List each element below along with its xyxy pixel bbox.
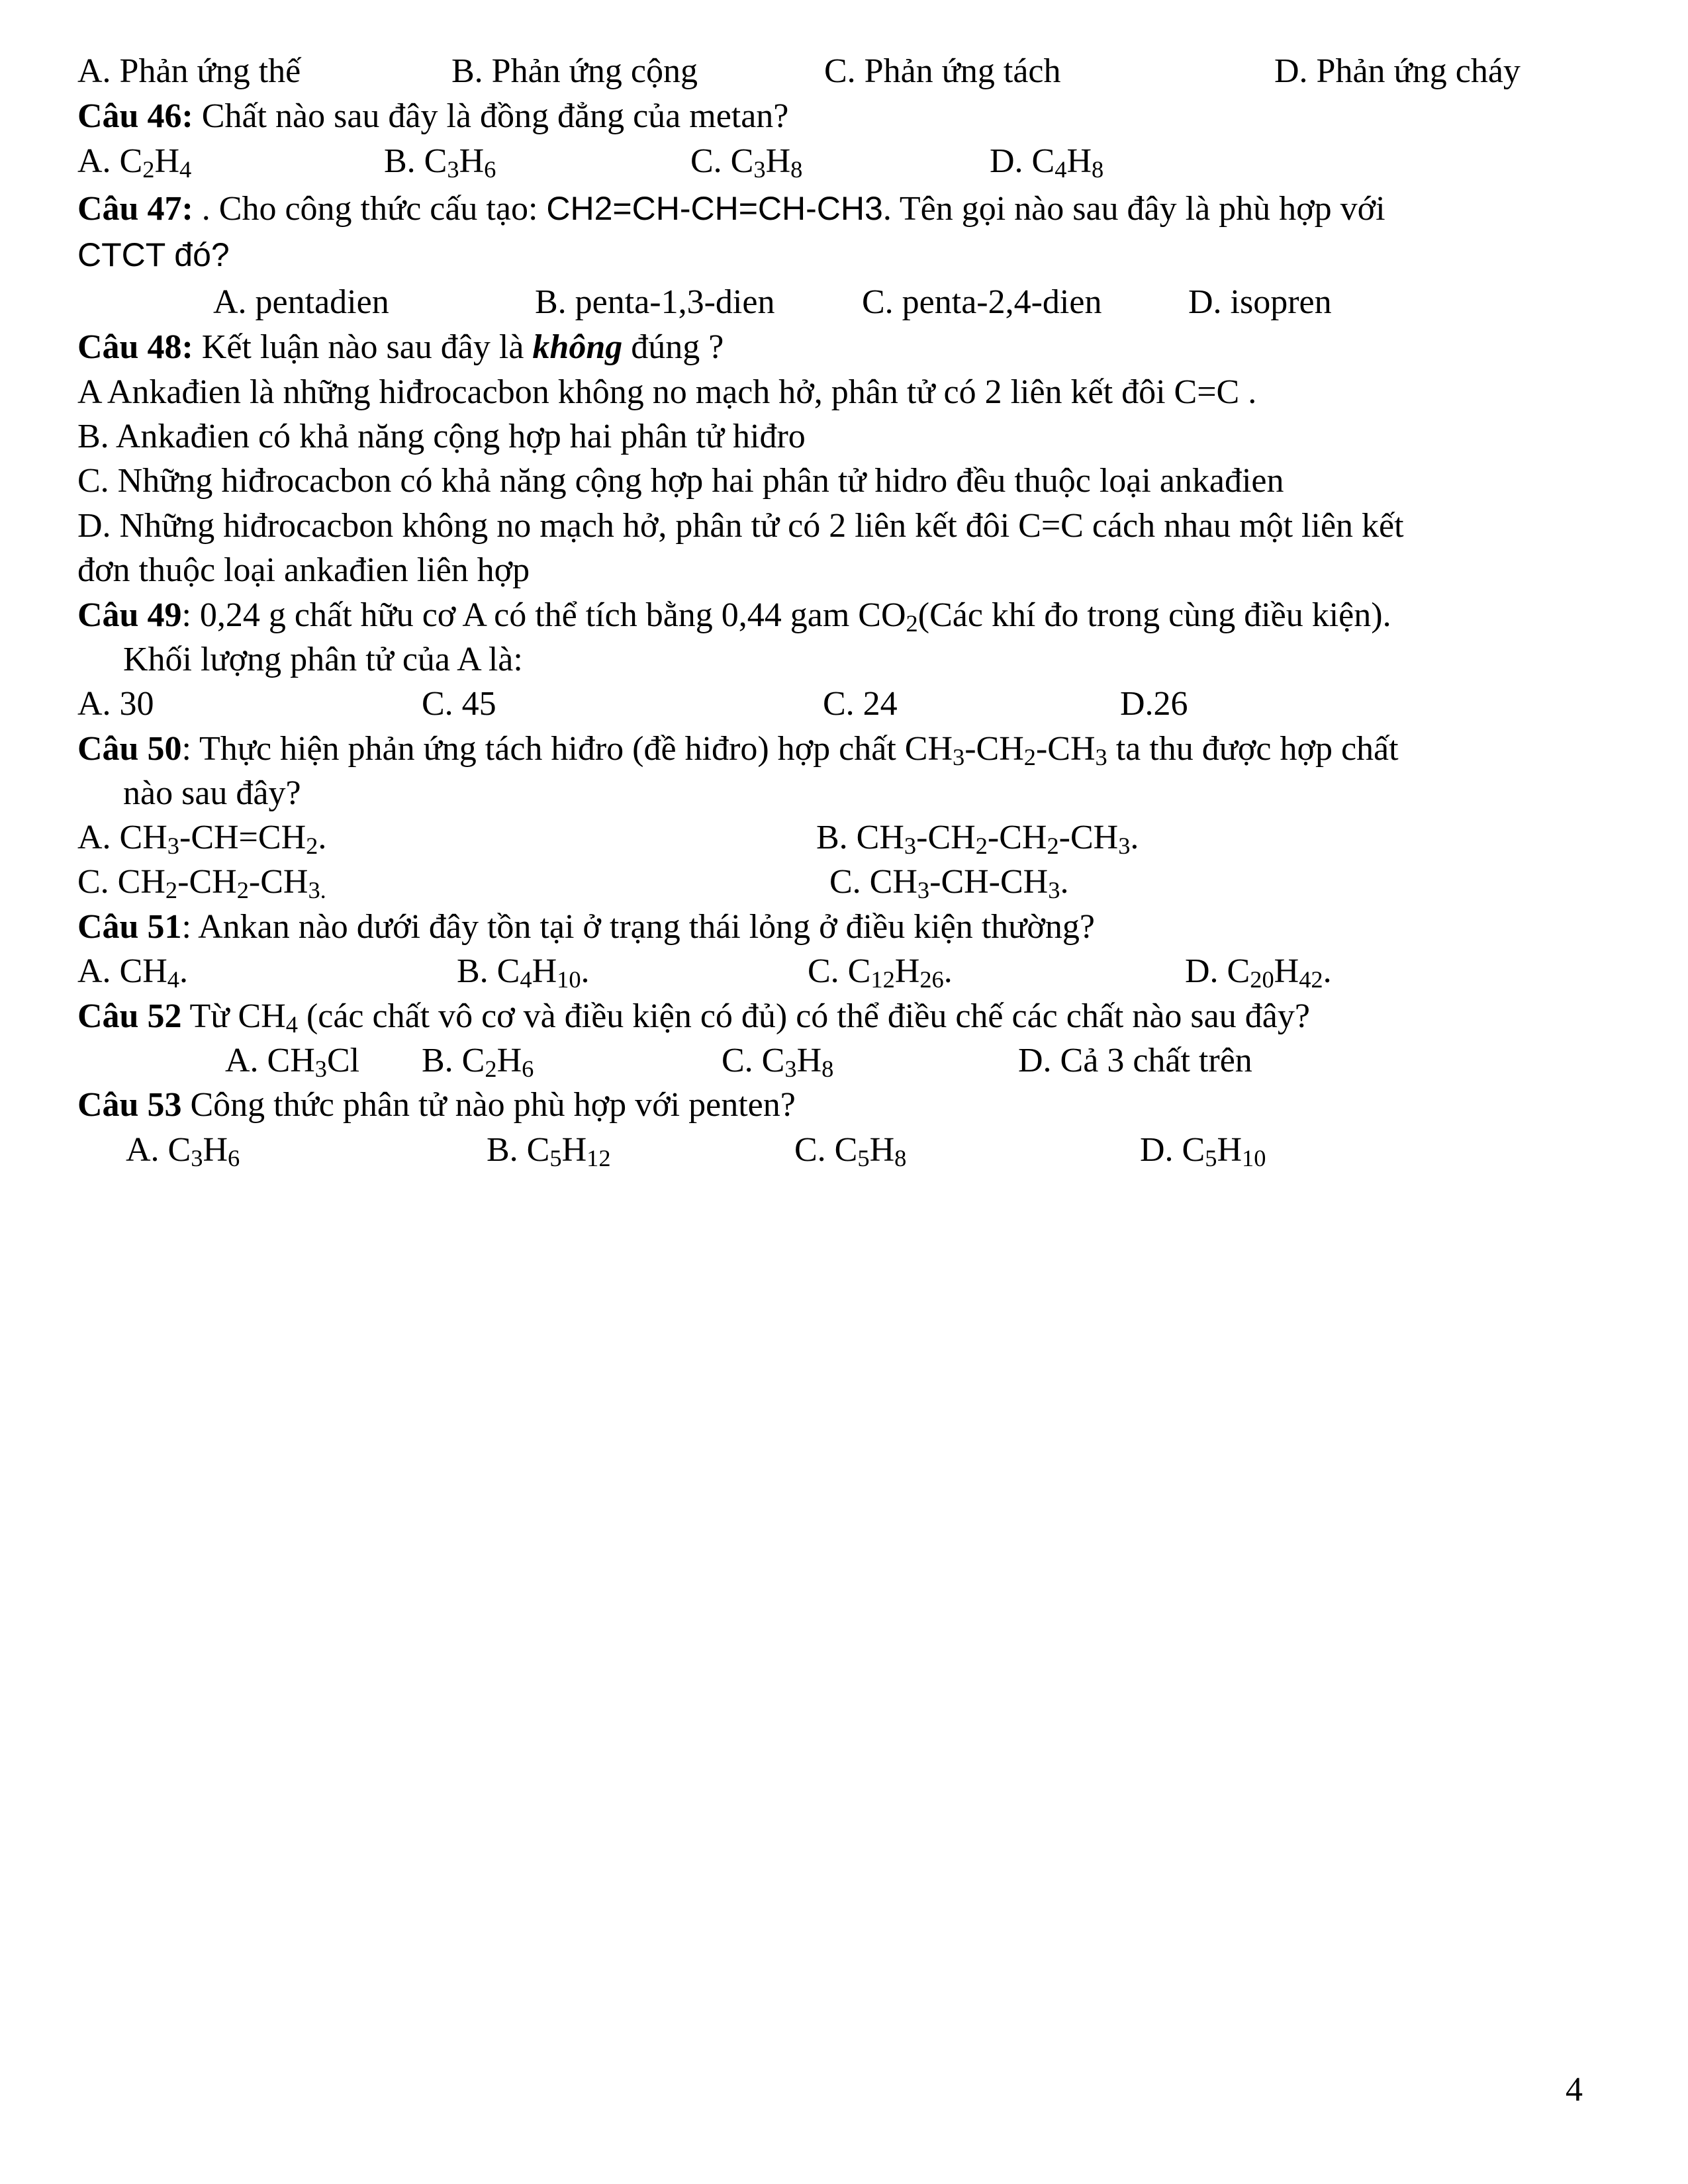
q53-question: Câu 53 Công thức phân tử nào phù hợp với penten? xyxy=(77,1086,796,1124)
q46-option-c: C. $C_3H_8$ xyxy=(690,142,803,183)
q49-label: Câu 49 xyxy=(77,596,182,634)
q48-emphasis: không xyxy=(532,328,623,366)
q49-question: Câu 49: 0,24 g chất hữu cơ A có thể tích bằng 0,44 gam $CO_2(Các$ khí đo trong cùng điều kiện). xyxy=(77,596,1391,637)
q51-question: Câu 51: Ankan nào dưới đây tồn tại ở trạng thái lỏng ở điều kiện thường? xyxy=(77,908,1095,946)
q48-option-c: C. Những hiđrocacbon có khả năng cộng hợp hai phân tử hidro đều thuộc loại ankađien xyxy=(77,462,1284,500)
q50-option-c: C. $CH_2-CH_2-CH_{3.}$ xyxy=(77,863,326,903)
page-number: 4 xyxy=(1566,2071,1583,2109)
q48-option-d: D. Những hiđrocacbon không no mạch hở, phân tử có 2 liên kết đôi C=C cách nhau một liên kết xyxy=(77,507,1404,545)
q46-label: Câu 46: xyxy=(77,97,193,135)
q51-label: Câu 51 xyxy=(77,908,182,946)
q47-question-line2: CTCT đó? xyxy=(77,236,230,273)
q49-option-c: C. 24 xyxy=(823,685,898,723)
q46-option-d: D. $C_4H_8$ xyxy=(990,142,1104,183)
q48-label: Câu 48: xyxy=(77,328,193,366)
q45-option-d: D. Phản ứng cháy xyxy=(1274,52,1521,90)
q50-option-d: C. $CH_3-CH-CH_3$. xyxy=(829,863,1069,903)
q51-option-b: B. $C_4H_{10}$. xyxy=(457,952,590,993)
q50-label: Câu 50 xyxy=(77,730,182,768)
q50-option-a: A. $CH_3-CH=CH_2$. xyxy=(77,819,327,859)
q45-option-b: B. Phản ứng cộng xyxy=(451,52,698,90)
q46-question xyxy=(77,95,788,138)
q50-question: Câu 50: Thực hiện phản ứng tách hiđro (đề hiđro) hợp chất $CH_3-CH_2-CH_3$ ta thu được hợp chất xyxy=(77,730,1399,770)
q49-option-a: A. 30 xyxy=(77,685,154,723)
q46-option-a: A. $C_2H_4$ xyxy=(77,142,192,183)
q53-label: Câu 53 xyxy=(77,1086,182,1124)
q53-option-d: D. $C_5H_{10}$ xyxy=(1140,1131,1266,1171)
q52-label: Câu 52 xyxy=(77,997,182,1035)
q46-option-b: B. $C_3H_6$ xyxy=(384,142,496,183)
q52-option-b: B. $C_2H_6$ xyxy=(422,1042,534,1082)
q52-option-a: A. $CH_3Cl$ xyxy=(225,1042,360,1082)
q53-option-b: B. $C_5H_{12}$ xyxy=(487,1131,611,1171)
q48-option-b: B. Ankađien có khả năng cộng hợp hai phân tử hiđro xyxy=(77,418,806,455)
q47-formula: CH2=CH-CH=CH-CH3 xyxy=(546,190,883,227)
q47-option-a: A. pentadien xyxy=(213,283,389,321)
q47-option-c: C. penta-2,4-dien xyxy=(862,283,1102,321)
q48-option-a: A Ankađien là những hiđrocacbon không no mạch hở, phân tử có 2 liên kết đôi C=C . xyxy=(77,373,1257,411)
q45-option-a: A. Phản ứng thế xyxy=(77,52,301,90)
q49-question-line2: Khối lượng phân tử của A là: xyxy=(123,641,523,678)
q48-question: Câu 48: Kết luận nào sau đây là không đúng ? xyxy=(77,328,724,366)
q49-option-d: D.26 xyxy=(1120,685,1188,723)
q50-option-b: B. $CH_3-CH_2-CH_2-CH_3$. xyxy=(816,819,1139,859)
q52-option-d: D. Cả 3 chất trên xyxy=(1018,1042,1252,1079)
q51-option-a: A. $CH_4$. xyxy=(77,952,188,993)
q47-question: Câu 47: . Cho công thức cấu tạo: CH2=CH-CH=CH-CH3. Tên gọi nào sau đây là phù hợp với xyxy=(77,190,1385,228)
q50-question-line2: nào sau đây? xyxy=(123,774,301,812)
q53-option-c: C. $C_5H_8$ xyxy=(794,1131,907,1171)
q48-option-d-line2: đơn thuộc loại ankađien liên hợp xyxy=(77,551,530,589)
q53-option-a: A. $C_3H_6$ xyxy=(126,1131,240,1171)
q47-option-d: D. isopren xyxy=(1188,283,1332,321)
q52-question: Câu 52 Từ $CH_4$ (các chất vô cơ và điều kiện có đủ) có thể điều chế các chất nào sau đây? xyxy=(77,997,1310,1038)
q51-option-d: D. $C_{20}H_{42}$. xyxy=(1185,952,1332,993)
q47-label: Câu 47: xyxy=(77,190,193,228)
q49-option-b: C. 45 xyxy=(422,685,496,723)
q45-option-c: C. Phản ứng tách xyxy=(824,52,1061,90)
q46-text: Chất nào sau đây là đồng đẳng của metan? xyxy=(193,97,789,135)
q52-option-c: C. $C_3H_8$ xyxy=(722,1042,834,1082)
q51-option-c: C. $C_{12}H_{26}$. xyxy=(808,952,953,993)
q47-option-b: B. penta-1,3-dien xyxy=(535,283,775,321)
